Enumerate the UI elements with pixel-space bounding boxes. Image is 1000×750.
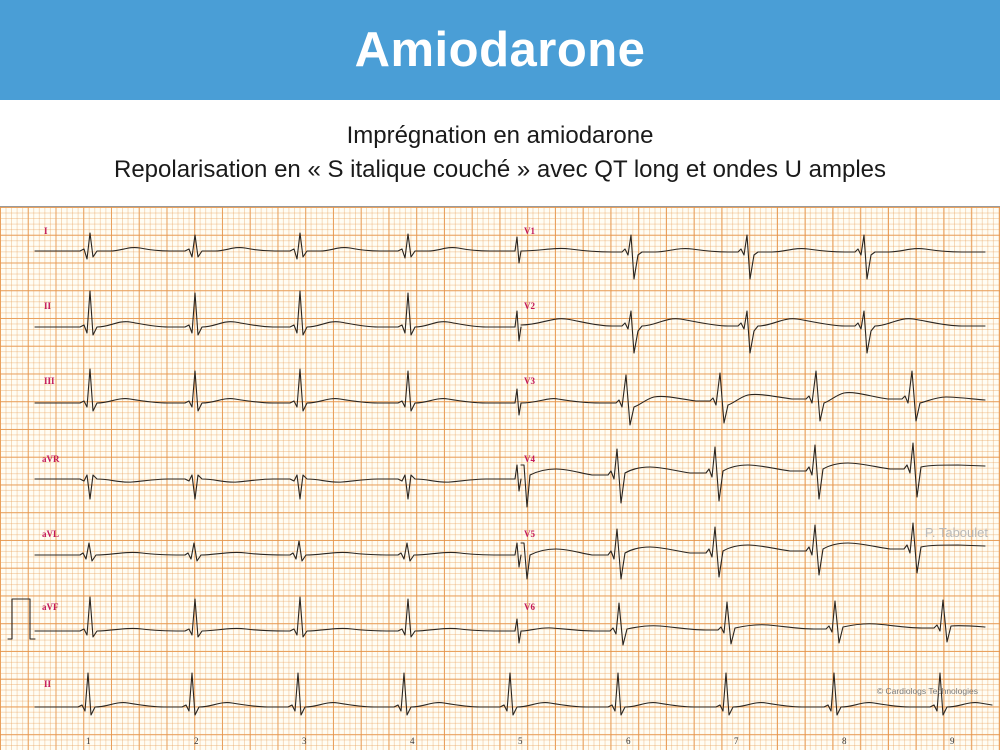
time-tick-2: 2: [194, 736, 199, 746]
lead-label-III: III: [44, 376, 55, 386]
time-tick-6: 6: [626, 736, 631, 746]
time-tick-1: 1: [86, 736, 91, 746]
lead-label-II: II: [44, 301, 52, 311]
ecg-traces: [0, 207, 1000, 750]
page-title: Amiodarone: [354, 22, 646, 77]
time-tick-3: 3: [302, 736, 307, 746]
lead-label-aVR: aVR: [42, 454, 60, 464]
time-tick-5: 5: [518, 736, 523, 746]
lead-label-I: I: [44, 226, 48, 236]
time-tick-4: 4: [410, 736, 415, 746]
lead-label-V5: V5: [524, 529, 535, 539]
subtitle-line-1: Imprégnation en amiodarone: [346, 122, 654, 149]
lead-label-V6: V6: [524, 602, 535, 612]
ecg-figure: [0, 206, 1000, 750]
header-banner: [0, 0, 1000, 100]
lead-label-V4: V4: [524, 454, 535, 464]
lead-label-aVL: aVL: [42, 529, 60, 539]
time-tick-8: 8: [842, 736, 847, 746]
subtitle-block: [0, 100, 1000, 206]
watermark-brand: © Cardiologs Technologies: [876, 686, 978, 696]
subtitle-line-2: Repolarisation en « S italique couché » avec QT long et ondes U amples: [113, 156, 887, 183]
lead-label-V1: V1: [524, 226, 535, 236]
lead-label-V3: V3: [524, 376, 535, 386]
lead-label-V2: V2: [524, 301, 535, 311]
watermark-author: P. Taboulet: [924, 525, 988, 540]
lead-label-aVF: aVF: [42, 602, 59, 612]
lead-label-rhythm-II: II: [44, 679, 52, 689]
time-tick-9: 9: [950, 736, 955, 746]
time-tick-7: 7: [734, 736, 739, 746]
